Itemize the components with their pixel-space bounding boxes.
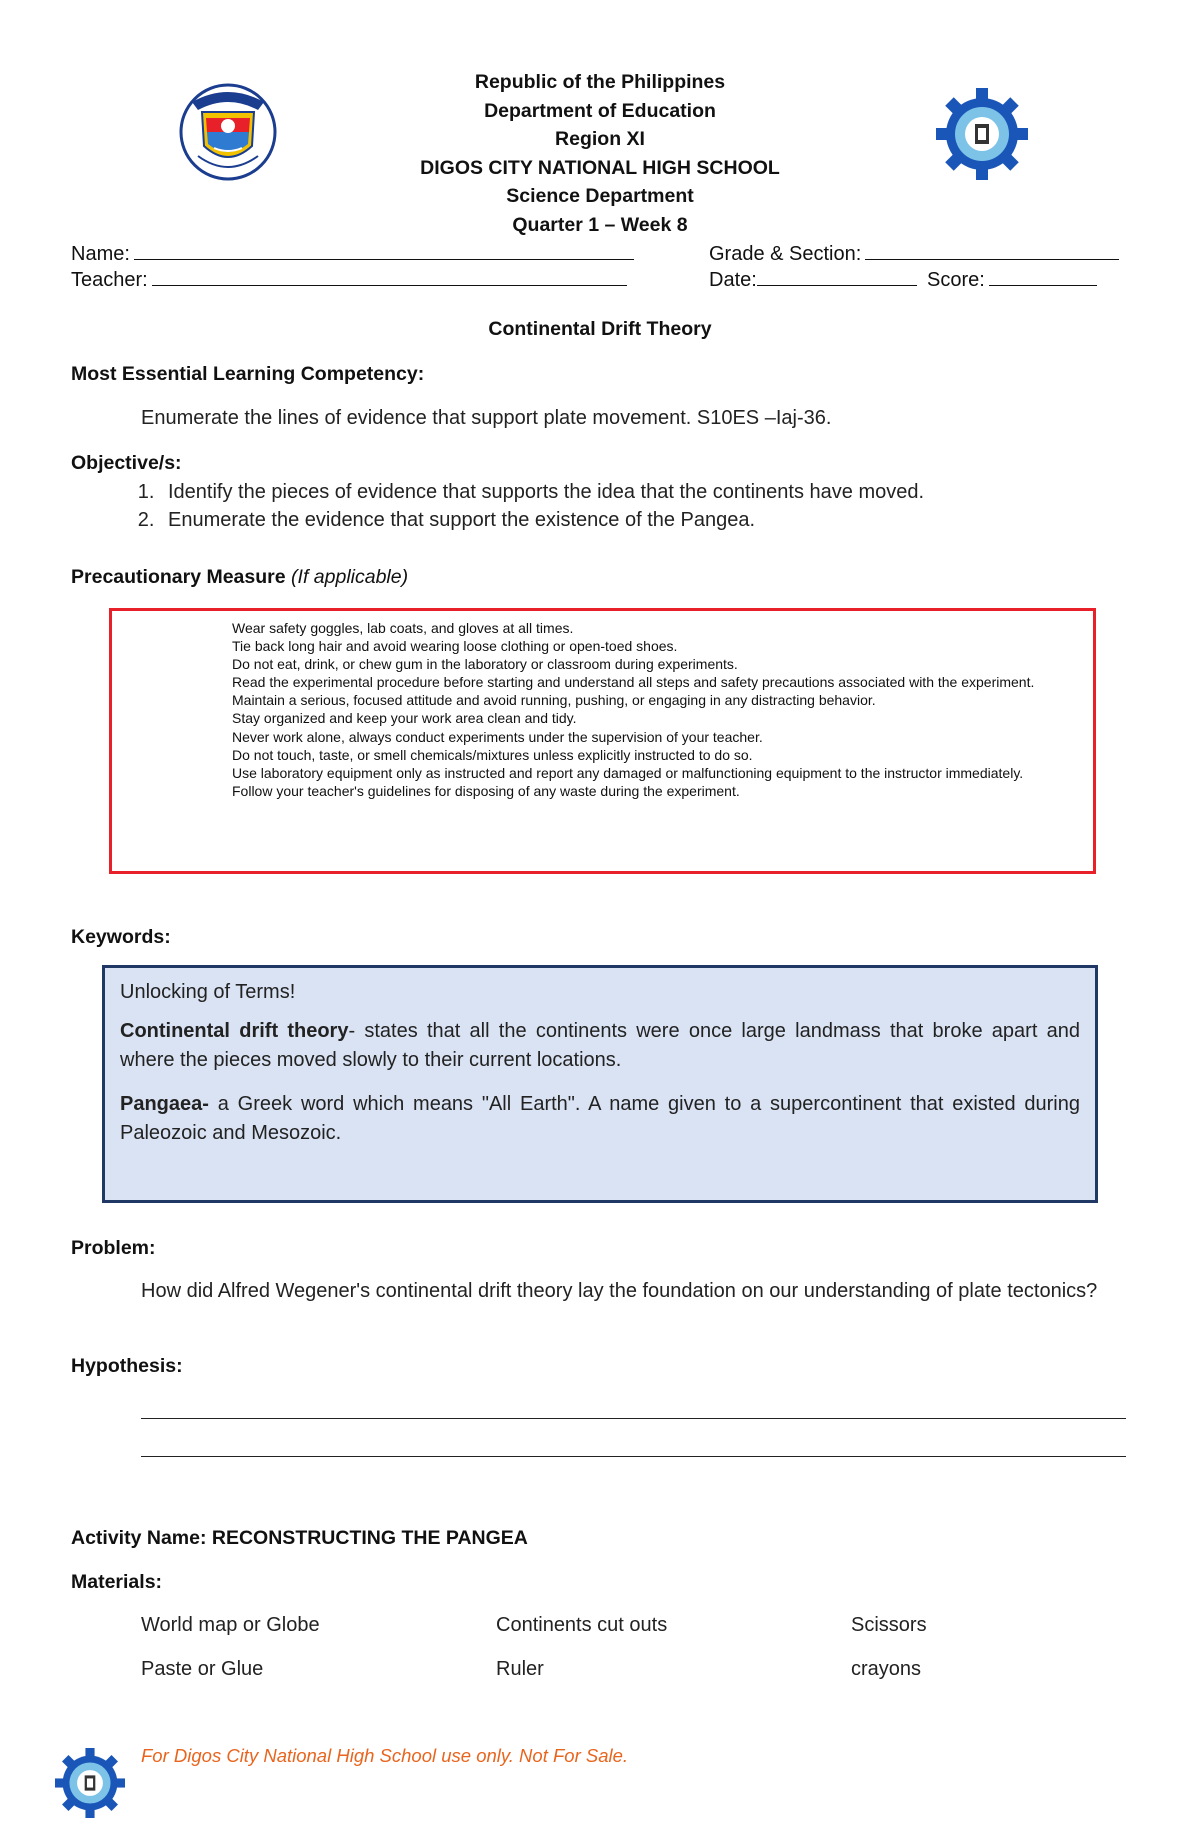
score-blank[interactable] bbox=[989, 267, 1097, 286]
footer-gear-icon bbox=[55, 1748, 125, 1818]
problem-label: Problem: bbox=[71, 1237, 156, 1259]
grade-section-label: Grade & Section: bbox=[709, 243, 862, 265]
hypothesis-line-1[interactable] bbox=[141, 1418, 1126, 1419]
material-item: Ruler bbox=[496, 1658, 544, 1680]
score-field bbox=[927, 267, 1097, 293]
grade-section-field bbox=[709, 241, 1119, 267]
safety-item: Read the experimental procedure before starting and understand all steps and safety precautions associated with the experiment. bbox=[232, 674, 1035, 691]
safety-item: Tie back long hair and avoid wearing loose clothing or open-toed shoes. bbox=[232, 638, 678, 655]
keyword-definition: - states that all the continents were once large landmass that broke apart and where the pieces moved slowly to their current locations. bbox=[120, 1020, 1081, 1071]
header-science-dept: Science Department bbox=[506, 185, 694, 208]
material-item: Paste or Glue bbox=[141, 1658, 264, 1680]
header-region: Region XI bbox=[555, 128, 645, 151]
safety-item: Maintain a serious, focused attitude and avoid running, pushing, or engaging in any distracting behavior. bbox=[232, 692, 876, 709]
header-republic: Republic of the Philippines bbox=[474, 71, 726, 93]
date-field bbox=[709, 267, 917, 293]
safety-item: Do not touch, taste, or smell chemicals/mixtures unless explicitly instructed to do so. bbox=[232, 746, 753, 763]
name-blank[interactable] bbox=[134, 241, 634, 260]
teacher-field bbox=[71, 267, 627, 293]
header-quarter: Quarter 1 – Week 8 bbox=[512, 213, 688, 236]
hypothesis-label: Hypothesis: bbox=[71, 1355, 183, 1377]
keyword-term: Pangaea- bbox=[120, 1093, 209, 1115]
page-title: Continental Drift Theory bbox=[488, 318, 712, 340]
melc-label: Most Essential Learning Competency: bbox=[71, 363, 425, 385]
precaution-label bbox=[71, 566, 408, 589]
footer-gear-logo bbox=[55, 1748, 125, 1818]
hypothesis-line-2[interactable] bbox=[141, 1456, 1126, 1457]
document-header bbox=[0, 68, 1200, 240]
material-item: Scissors bbox=[851, 1614, 927, 1636]
safety-item: Do not eat, drink, or chew gum in the laboratory or classroom during experiments. bbox=[232, 656, 738, 673]
date-blank[interactable] bbox=[757, 267, 917, 286]
material-item: Continents cut outs bbox=[496, 1614, 668, 1636]
objectives-label: Objective/s: bbox=[71, 452, 182, 474]
activity-label: Activity Name: bbox=[71, 1527, 207, 1549]
safety-item: Use laboratory equipment only as instructed and report any damaged or malfunctioning equipment to the instructor immediately. bbox=[232, 764, 1024, 781]
keyword-definition: a Greek word which means "All Earth". A name given to a supercontinent that existed during Paleozoic and Mesozoic. bbox=[120, 1093, 1080, 1144]
grade-section-blank[interactable] bbox=[865, 241, 1119, 260]
keywords-label: Keywords: bbox=[71, 926, 171, 948]
materials-label: Materials: bbox=[71, 1571, 163, 1593]
footer-notice: For Digos City National High School use only. Not For Sale. bbox=[141, 1745, 629, 1766]
safety-item: Never work alone, always conduct experiments under the supervision of your teacher. bbox=[232, 728, 763, 745]
objective-item: 2. Enumerate the evidence that support the existence of the Pangea. bbox=[160, 506, 1160, 534]
precaution-note: (If applicable) bbox=[291, 566, 409, 588]
melc-text: Enumerate the lines of evidence that support plate movement. S10ES –Iaj-36. bbox=[141, 407, 832, 429]
objectives-list bbox=[125, 478, 1160, 534]
keywords-box bbox=[102, 965, 1098, 1203]
objective-item: 1. Identify the pieces of evidence that supports the idea that the continents have moved. bbox=[160, 478, 1160, 506]
score-label: Score: bbox=[927, 269, 985, 291]
safety-item: Wear safety goggles, lab coats, and gloves at all times. bbox=[232, 620, 574, 636]
header-department: Department of Education bbox=[484, 99, 716, 122]
material-item: crayons bbox=[851, 1658, 922, 1680]
name-field bbox=[71, 241, 634, 267]
activity-title: RECONSTRUCTING THE PANGEA bbox=[211, 1527, 528, 1549]
safety-box bbox=[109, 608, 1096, 874]
problem-text: How did Alfred Wegener's continental drift theory lay the foundation on our understanding of plate tectonics? bbox=[141, 1280, 1098, 1302]
teacher-blank[interactable] bbox=[152, 267, 627, 286]
keywords-intro: Unlocking of Terms! bbox=[120, 981, 296, 1003]
precaution-title: Precautionary Measure bbox=[71, 566, 286, 588]
name-label: Name: bbox=[71, 243, 130, 265]
safety-list bbox=[197, 619, 1077, 800]
material-item: World map or Globe bbox=[141, 1614, 320, 1636]
keyword-term: Continental drift theory bbox=[120, 1020, 349, 1042]
safety-item: Stay organized and keep your work area clean and tidy. bbox=[232, 710, 577, 727]
activity-name bbox=[71, 1527, 528, 1550]
date-label: Date: bbox=[709, 269, 757, 291]
keyword-definition-pangaea bbox=[120, 1090, 1080, 1148]
keyword-definition-continental bbox=[120, 1017, 1080, 1075]
safety-item: Follow your teacher's guidelines for disposing of any waste during the experiment. bbox=[232, 782, 740, 799]
teacher-label: Teacher: bbox=[71, 269, 148, 291]
header-school: DIGOS CITY NATIONAL HIGH SCHOOL bbox=[420, 156, 780, 179]
